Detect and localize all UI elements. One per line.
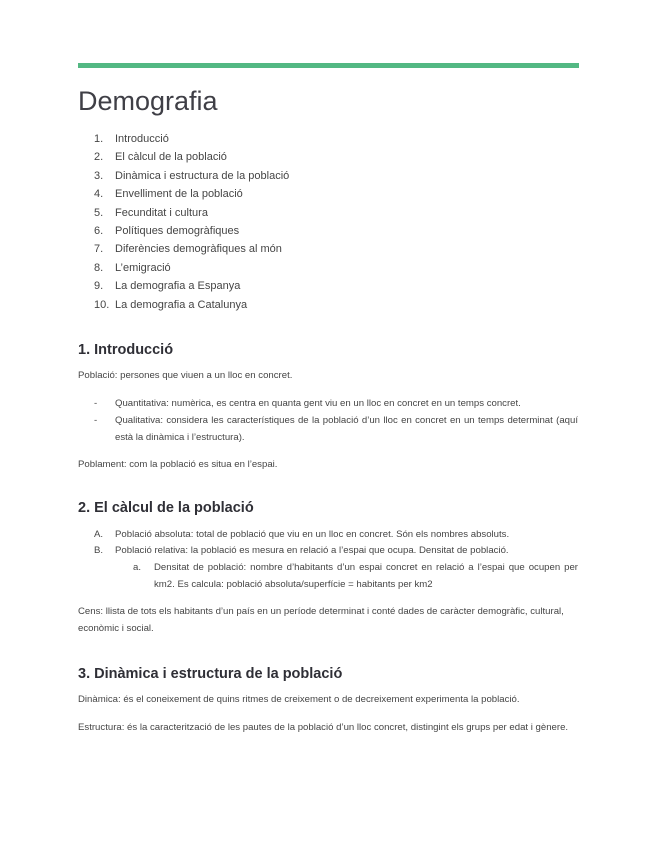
toc-item[interactable]: 10. La demografia a Catalunya bbox=[94, 298, 248, 311]
table-of-contents bbox=[94, 130, 289, 314]
list-item-absoluta: A. Població absoluta: total de població que viu en un lloc en concret. Són els nombres absoluts. bbox=[94, 526, 578, 543]
toc-item[interactable]: 1. Introducció bbox=[94, 133, 169, 145]
paragraph-dinamica: Dinàmica: és el coneixement de quins ritmes de creixement o de decreixement experimenta la població. bbox=[78, 694, 520, 705]
toc-item[interactable]: 2. El càlcul de la població bbox=[94, 151, 227, 164]
accent-bar bbox=[78, 63, 579, 68]
sub-item-densitat: a. Densitat de població: nombre d’habitants d’un espai concret en relació a l’espai que ocupen per km2. Es calcula: població absoluta/superfície = habitants per km2 bbox=[133, 559, 578, 593]
bullet-quantitativa: - Quantitativa: numèrica, es centra en quanta gent viu en un lloc en concret en un temps concret. bbox=[94, 395, 578, 412]
toc-item[interactable]: 9. La demografia a Espanya bbox=[94, 280, 241, 293]
toc-item[interactable]: 3. Dinàmica i estructura de la població bbox=[94, 169, 290, 182]
paragraph-poblament: Poblament: com la població es situa en l’espai. bbox=[78, 459, 278, 470]
toc-item[interactable]: 7. Diferències demogràfiques al món bbox=[94, 243, 282, 256]
section-heading-dinamica: 3. Dinàmica i estructura de la població bbox=[78, 666, 343, 682]
toc-item[interactable]: 5. Fecunditat i cultura bbox=[94, 206, 208, 219]
bullet-qualitativa: - Qualitativa: considera les característiques de la població d’un lloc en concret en un temps determinat (aquí està la dinàmica i l’estructura). bbox=[94, 412, 578, 446]
list-marker: A. bbox=[94, 529, 104, 540]
toc-item[interactable]: 6. Polítiques demogràfiques bbox=[94, 224, 240, 237]
paragraph-poblacio: Població: persones que viuen a un lloc en concret. bbox=[78, 370, 293, 381]
section-heading-calcul: 2. El càlcul de la població bbox=[78, 500, 254, 516]
list-item-relativa: B. Població relativa: la població es mesura en relació a l’espai que ocupa. Densitat de població. bbox=[94, 542, 578, 559]
document-title: Demografia bbox=[78, 86, 218, 116]
toc-item[interactable]: 4. Envelliment de la població bbox=[94, 188, 243, 201]
section-heading-introduccio: 1. Introducció bbox=[78, 342, 174, 358]
bullet-marker: - bbox=[94, 398, 98, 409]
toc-item[interactable]: 8. L’emigració bbox=[94, 261, 171, 274]
list-marker: B. bbox=[94, 545, 104, 556]
list-marker: a. bbox=[133, 562, 142, 573]
paragraph-cens: Cens: llista de tots els habitants d’un país en un període determinat i conté dades de caràcter demogràfic, cultural, econòmic i social. bbox=[78, 606, 564, 634]
paragraph-estructura: Estructura: és la caracterització de les pautes de la població d’un lloc concret, distingint els grups per edat i gènere. bbox=[78, 722, 569, 733]
bullet-marker: - bbox=[94, 415, 98, 426]
